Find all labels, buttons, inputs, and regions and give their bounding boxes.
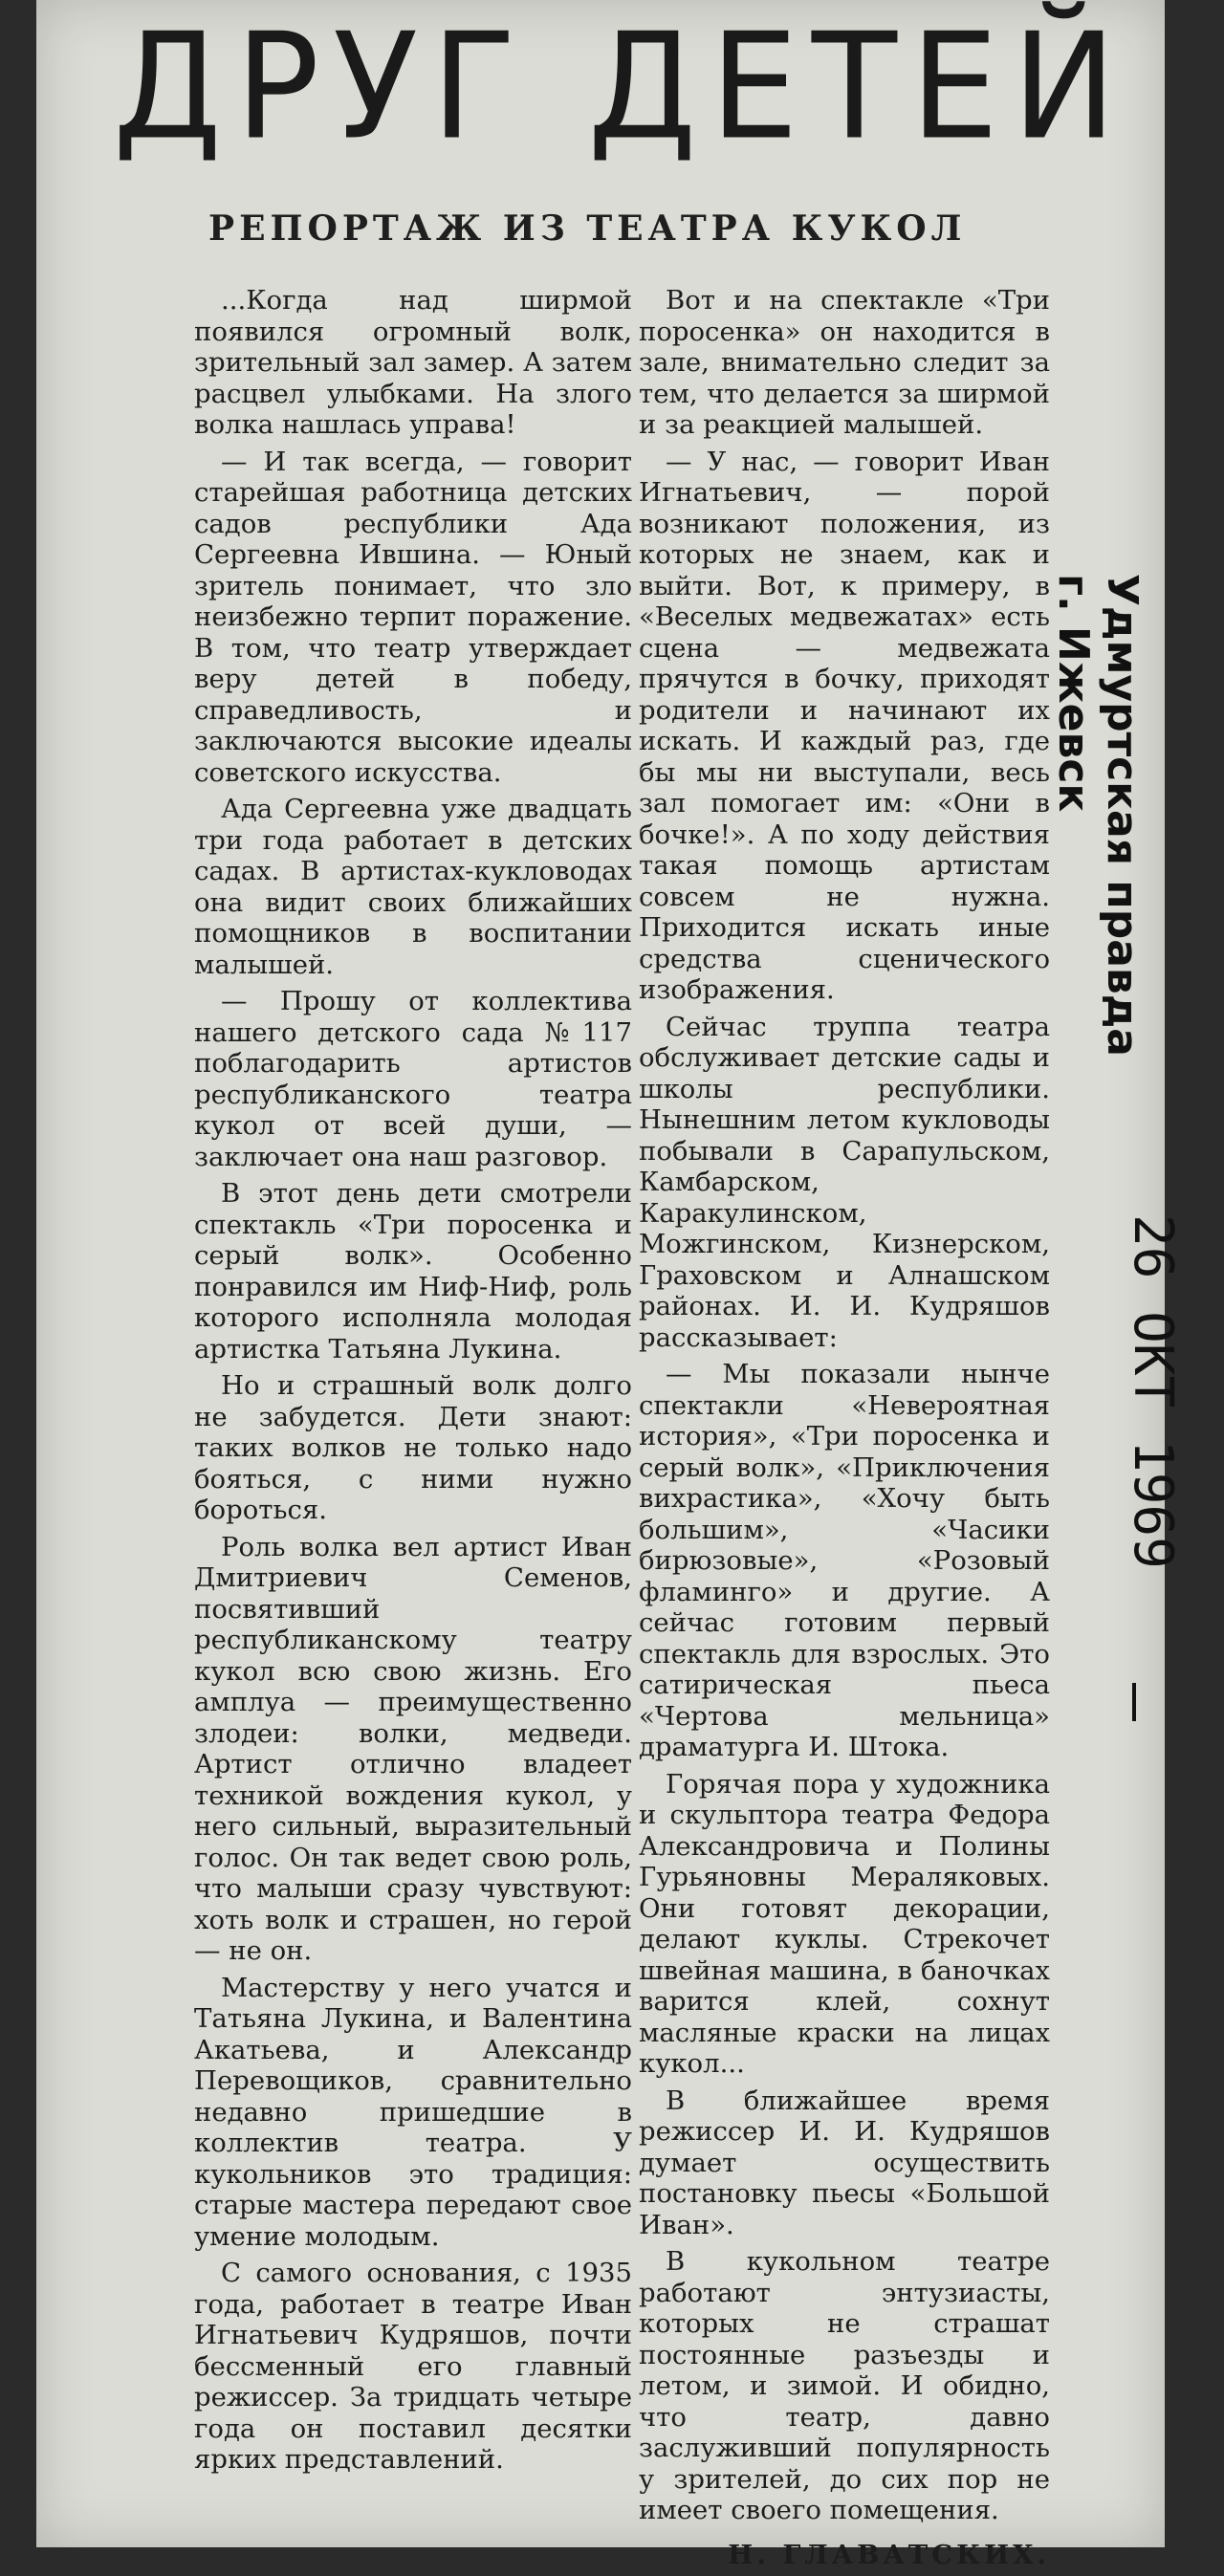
paragraph: Ада Сергеевна уже двадцать три года работает в детских садах. В артистах-кукловодах она видит своих ближайших помощников в воспитании малышей. [194, 794, 632, 980]
paragraph: Горячая пора у художника и скульптора театра Федора Александровича и Полины Гурьяновны Мераляковых. Они готовят декорации, делают куклы. Стрекочет швейная машина, в баночках варится клей, сохнут масляные краски на лицах кукол... [639, 1768, 1050, 2079]
paragraph: В кукольном театре работают энтузиасты, которых не страшат постоянные разъезды и летом, и зимой. И обидно, что театр, давно заслуживший популярность у зрителей, до сих пор не имеет своего помещения. [639, 2246, 1050, 2525]
newspaper-clipping [36, 0, 1184, 2570]
author-signature: Н. ГЛАВАТСКИХ. [728, 2539, 1050, 2570]
newspaper-name: Удмуртская правда [1098, 574, 1147, 1057]
source-annotation [1049, 574, 1146, 1057]
headline: ДРУГ ДЕТЕЙ [113, 1, 1130, 173]
paragraph: Мастерству у него учатся и Татьяна Лукина, и Валентина Акатьева, и Александр Перевощиков, сравнительно недавно пришедшие в коллектив театра. У кукольников это традиция: старые мастера передают свое умение молодым. [194, 1972, 632, 2252]
paragraph: — Прошу от коллектива нашего детского сада №117 поблагодарить артистов республиканского театра кукол от всей души, — заключает она наш разговор. [194, 986, 632, 1172]
paragraph: С самого основания, с 1935 года, работает в театре Иван Игнатьевич Кудряшов, почти бессменный его главный режиссер. За тридцать четыре года он поставил десятки ярких представлений. [194, 2258, 632, 2475]
article-column-right [639, 285, 1050, 2576]
paragraph: Вот и на спектакле «Три поросенка» он находится в зале, внимательно следит за тем, что делается за ширмой и за реакцией малышей. [639, 285, 1050, 440]
paragraph: В этот день дети смотрели спектакль «Три поросенка и серый волк». Особенно понравился им Ниф-Ниф, роль которого исполняла молодая артистка Татьяна Лукина. [194, 1178, 632, 1364]
subheadline: РЕПОРТАЖ ИЗ ТЕАТРА КУКОЛ [208, 208, 967, 249]
paragraph: Сейчас труппа театра обслуживает детские сады и школы республики. Нынешним летом кукловоды побывали в Сарапульском, Камбарском, Каракулинском, Можгинском, Кизнерском, Граховском и Алнашском районах. И. И. Кудряшов рассказывает: [639, 1011, 1050, 1353]
paragraph: — И так всегда, — говорит старейшая работница детских садов республики Ада Сергеевна Ившина. — Юный зритель понимает, что зло неизбежно терпит поражение. В том, что театр утверждает веру детей в победу, справедливость, и заключаются высокие идеалы советского искусства. [194, 446, 632, 788]
paragraph: ...Когда над ширмой появился огромный волк, зрительный зал замер. А затем расцвел улыбками. На злого волка нашлась управа! [194, 285, 632, 440]
paragraph: В ближайшее время режиссер И. И. Кудряшов думает осуществить постановку пьесы «Большой Иван». [639, 2085, 1050, 2240]
paragraph: — У нас, — говорит Иван Игнатьевич, — порой возникают положения, из которых не знаем, как и выйти. Вот, к примеру, в «Веселых медвежатах» есть сцена — медвежата прячутся в бочку, приходят родители и начинают их искать. И каждый раз, где бы мы ни выступали, весь зал помогает им: «Они в бочке!». А по ходу действия такая помощь артистам совсем не нужна. Приходится искать иные средства сценического изображения. [639, 446, 1050, 1005]
article-column-left [194, 285, 632, 2481]
paragraph: Но и страшный волк долго не забудется. Дети знают: таких волков не только надо бояться, с ними нужно бороться. [194, 1370, 632, 1525]
pencil-mark [1132, 1683, 1136, 1721]
date-stamp: 26 ОКТ 1969 [1122, 1214, 1184, 1569]
city-name: г. Ижевск [1049, 574, 1099, 813]
paragraph: Роль волка вел артист Иван Дмитриевич Семенов, посвятивший республиканскому театру кукол всю свою жизнь. Его амплуа — преимущественно злодеи: волки, медведи. Артист отлично владеет техникой вождения кукол, у него сильный, выразительный голос. Он так ведет свою роль, что малыши сразу чувствуют: хоть волк и страшен, но герой — не он. [194, 1531, 632, 1966]
paragraph: — Мы показали нынче спектакли «Невероятная история», «Три поросенка и серый волк», «Приключения вихрастика», «Хочу быть большим», «Часики бирюзовые», «Розовый фламинго» и другие. А сейчас готовим первый спектакль для взрослых. Это сатирическая пьеса «Чертова мельница» драматурга И. Штока. [639, 1359, 1050, 1762]
